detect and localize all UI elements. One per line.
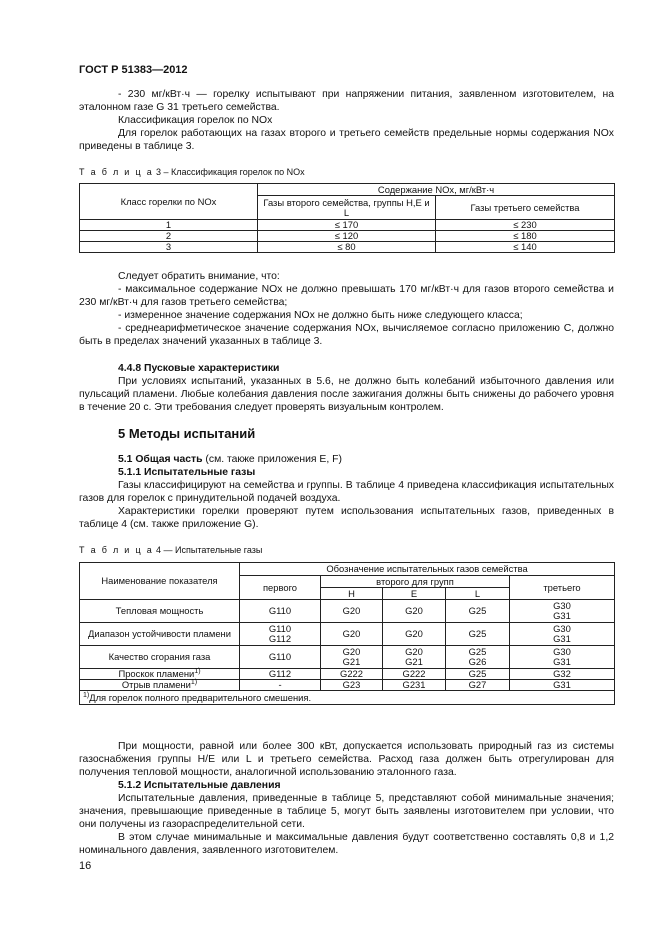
table4-row-name-text: Тепловая мощность [115,605,204,616]
table4-head-l: L [446,588,510,600]
table4-head-designation: Обозначение испытательных газов семейства [240,563,615,576]
table4-cell-first: G110 G112 [240,623,321,646]
table-3 [79,183,615,253]
notes-block [79,270,614,348]
section-5-1-note: (см. также приложения E, F) [202,454,342,465]
table3-cell: ≤ 120 [258,231,436,242]
table4-cell-h: G20 [321,623,383,646]
table3-head-third: Газы третьего семейства [436,196,615,220]
table4-head-first: первого [240,576,321,600]
table4-cell-h: G222 [321,669,383,680]
table4-cell-first: G110 [240,646,321,669]
table-row [80,220,615,231]
page-number: 16 [79,860,92,872]
intro-paragraph-2: Классификация горелок по NOx [118,115,273,126]
table4-cell-third: G31 [510,680,615,691]
table-row [80,231,615,242]
table4-cell-first: - [240,680,321,691]
table4-cell-first: G112 [240,669,321,680]
section-5-title: 5 Методы испытаний [118,426,256,441]
table4-footnote-mark: 1) [83,691,90,699]
table4-row-name [80,623,240,646]
table3-head-second: Газы второго семейства, группы H,E и L [258,196,436,220]
table4-cell-l: G25 [446,669,510,680]
table4-cell-e: G222 [383,669,446,680]
table-row [80,623,615,646]
table4-caption [79,545,262,556]
table4-cell-h: G20 G21 [321,646,383,669]
intro-block [79,88,614,153]
table3-head-content: Содержание NOx, мг/кВт·ч [258,184,615,196]
table4-row-name [80,669,240,680]
section-5-1-title [79,453,614,466]
table4-cell-l: G25 [446,600,510,623]
table4-head-second: второго для групп [321,576,510,588]
section-4-4-8-text: При условиях испытаний, указанных в 5.6, не должно быть колебаний избыточного давления или пульсаций пламени. Любые колебания давления после зажигания должны быть снижены до рабочего уровня в течение 20 с. Эти требования следует проверять визуальным контролем. [79,376,614,413]
intro-paragraph-1: - 230 мг/кВт·ч — горелку испытывают при напряжении питания, заявленном изготовителем, на эталонном газе G 31 третьего семейства. [79,89,614,113]
section-4-4-8-title: 4.4.8 Пусковые характеристики [118,363,280,374]
table4-head-name: Наименование показателя [80,563,240,600]
section-5-1 [79,453,614,531]
section-5-1-2-title: 5.1.2 Испытательные давления [118,780,281,791]
table3-cell: ≤ 230 [436,220,615,231]
table4-head-h: H [321,588,383,600]
table3-cell: ≤ 180 [436,231,615,242]
table4-cell-l: G25 [446,623,510,646]
table-row [80,680,615,691]
table3-cell: 1 [80,220,258,231]
table3-caption-prefix: Т а б л и ц а [79,167,154,177]
table-4 [79,562,615,705]
note-3: - среднеарифметическое значение содержания NOx, вычисляемое согласно приложению С, должно быть в пределах значений указанных в таблице 3. [79,323,614,347]
table4-head-e: E [383,588,446,600]
table3-cell: ≤ 170 [258,220,436,231]
table4-row-name-text: Диапазон устойчивости пламени [88,628,231,639]
note-2: - измеренное значение содержания NOx не должно быть ниже следующего класса; [118,310,523,321]
table-row [80,600,615,623]
after-paragraph-1: При мощности, равной или более 300 кВт, допускается использовать природный газ из системы газоснабжения группы H/E или L и третьего семейства. Расход газа должен быть отрегулирован для получения тепловой мощности, аналогичной использованию эталонного газа. [79,741,614,778]
table4-cell-first: G110 [240,600,321,623]
document-header: ГОСТ Р 51383—2012 [79,64,188,76]
section-5-1-1-text-2: Характеристики горелки проверяют путем использования испытательных газов, приведенных в таблице 4 (см. также приложение G). [79,506,614,530]
table4-caption-text: 4 — Испытательные газы [153,545,263,555]
table4-row-name [80,600,240,623]
table3-cell: ≤ 140 [436,242,615,253]
table4-cell-third: G30 G31 [510,646,615,669]
table3-caption-text: 3 – Классификация горелок по NOx [153,167,305,177]
section-5-1-2-text-2: В этом случае минимальные и максимальные давления будут соответственно составлять 0,8 и 1,2 номинального давления, заявленного изготовителем. [79,832,614,856]
table4-caption-prefix: Т а б л и ц а [79,545,154,555]
table4-cell-l: G27 [446,680,510,691]
table4-cell-e: G20 G21 [383,646,446,669]
table4-cell-h: G20 [321,600,383,623]
table4-head-third: третьего [510,576,615,600]
intro-paragraph-3: Для горелок работающих на газах второго и третьего семейств предельные нормы содержания NOx приведены в таблице 3. [79,128,614,152]
table4-row-footnote-mark: 1) [190,678,198,686]
after-block [79,740,614,857]
table-row [80,646,615,669]
table4-cell-e: G20 [383,623,446,646]
table3-caption [79,167,305,178]
table3-cell: ≤ 80 [258,242,436,253]
table4-footnote [80,691,615,705]
table4-cell-third: G30 G31 [510,600,615,623]
table4-footnote-row [80,691,615,705]
table4-row-footnote-mark: 1) [194,667,201,675]
table4-row-name-text: Качество сгорания газа [108,651,211,662]
table4-cell-third: G32 [510,669,615,680]
table4-cell-l: G25 G26 [446,646,510,669]
note-1: - максимальное содержание NOx не должно превышать 170 мг/кВт·ч для газов второго семейства и 230 мг/кВт·ч для газов третьего семейства; [79,284,614,308]
section-5-1-1-text-1: Газы классифицируют на семейства и группы. В таблице 4 приведена классификация испытательных газов для горелок с принудительной подачей воздуха. [79,480,614,504]
table4-row-name [80,680,240,691]
table4-row-name-text: Отрыв пламени [121,679,191,690]
notes-intro: Следует обратить внимание, что: [118,271,280,282]
section-5 [79,427,614,440]
table4-row-name-text: Проскок пламени [118,668,195,679]
section-5-1-1-title: 5.1.1 Испытательные газы [118,467,256,478]
table4-cell-e: G231 [383,680,446,691]
table4-cell-h: G23 [321,680,383,691]
section-4-4-8 [79,362,614,414]
table4-cell-third: G30 G31 [510,623,615,646]
table3-head-class: Класс горелки по NOx [80,184,258,220]
table4-footnote-text: Для горелок полного предварительного смешения. [89,691,312,703]
table4-cell-e: G20 [383,600,446,623]
table4-body [80,600,615,691]
table4-row-name [80,646,240,669]
section-5-1-2-text-1: Испытательные давления, приведенные в таблице 5, представляют собой минимальные значения; значения, превышающие приведенные в таблице 5, могут быть заявлены изготовителем при условии, что они получены из газораспределительной сети. [79,793,614,830]
table-row [80,669,615,680]
section-5-1-heading: 5.1 Общая часть [118,454,203,465]
table-row [80,242,615,253]
table3-cell: 2 [80,231,258,242]
table3-cell: 3 [80,242,258,253]
